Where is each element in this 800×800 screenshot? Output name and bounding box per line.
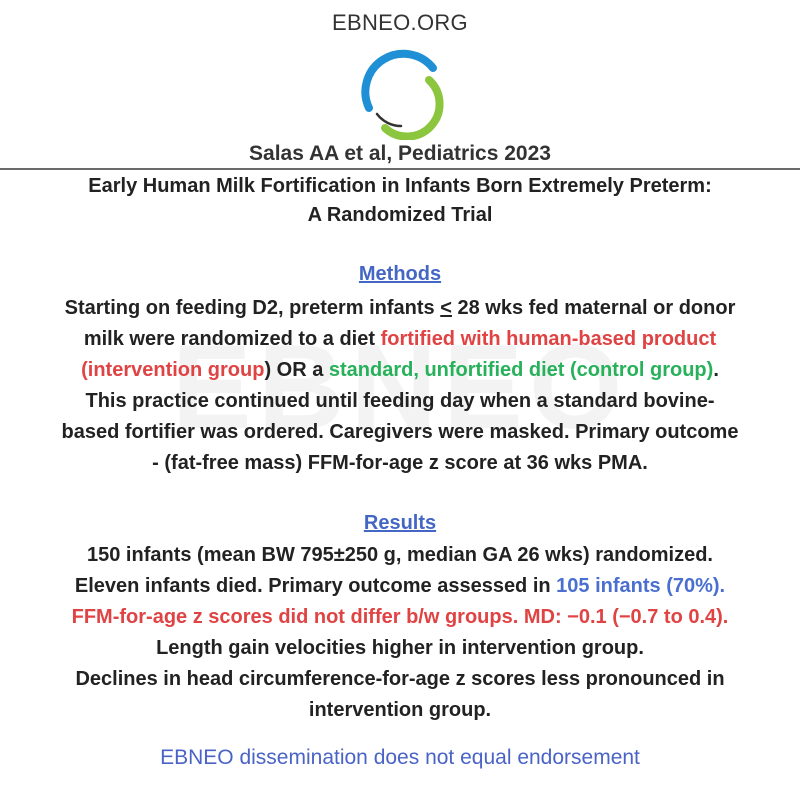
site-name: EBNEO.ORG bbox=[332, 10, 468, 35]
results-line-1: 150 infants (mean BW 795±250 g, median GA 26 wks) randomized. bbox=[87, 544, 713, 566]
title-line-1: Early Human Milk Fortification in Infants Born Extremely Preterm: bbox=[88, 175, 712, 197]
methods-text: ) OR a bbox=[264, 359, 329, 381]
disclaimer: EBNEO dissemination does not equal endorsement bbox=[160, 746, 640, 769]
ebneo-logo-icon bbox=[355, 48, 447, 140]
logo-blue-arc bbox=[365, 54, 433, 108]
methods-heading: Methods bbox=[358, 263, 442, 285]
methods-line-2 bbox=[0, 324, 800, 355]
methods-body bbox=[0, 293, 800, 479]
logo-green-arc bbox=[385, 80, 440, 137]
title-line-2: A Randomized Trial bbox=[307, 204, 493, 226]
results-line-3: FFM-for-age z scores did not differ b/w groups. MD: −0.1 (−0.7 to 0.4). bbox=[71, 606, 729, 628]
methods-text: Starting on feeding D2, preterm infants bbox=[64, 297, 441, 319]
less-equal-symbol: < bbox=[440, 297, 452, 319]
intervention-highlight: (intervention group bbox=[81, 359, 265, 381]
methods-text: . bbox=[713, 359, 719, 381]
results-line-4: Length gain velocities higher in intervention group. bbox=[156, 637, 644, 659]
control-highlight: standard, unfortified diet (control group) bbox=[328, 359, 714, 381]
results-heading: Results bbox=[363, 512, 437, 534]
intervention-highlight: fortified with human-based product bbox=[380, 328, 717, 350]
results-line-5: Declines in head circumference-for-age z scores less pronounced in bbox=[75, 668, 725, 690]
methods-line-6: - (fat-free mass) FFM-for-age z score at 36 wks PMA. bbox=[152, 452, 648, 474]
divider bbox=[0, 168, 800, 170]
methods-line-5: based fortifier was ordered. Caregivers were masked. Primary outcome bbox=[61, 421, 739, 443]
results-body bbox=[0, 540, 800, 726]
citation: Salas AA et al, Pediatrics 2023 bbox=[249, 142, 551, 165]
assessed-highlight: 105 infants (70%). bbox=[556, 575, 726, 597]
methods-text: 28 wks fed maternal or donor bbox=[451, 297, 736, 319]
methods-line-4: This practice continued until feeding day when a standard bovine- bbox=[85, 390, 715, 412]
methods-line-1 bbox=[0, 293, 800, 324]
results-line-6: intervention group. bbox=[308, 699, 492, 721]
results-text: Eleven infants died. Primary outcome assessed in bbox=[74, 575, 557, 597]
article-title bbox=[0, 172, 800, 230]
logo-gray-arc bbox=[377, 114, 401, 126]
results-line-2 bbox=[0, 571, 800, 602]
methods-text: milk were randomized to a diet bbox=[83, 328, 381, 350]
methods-line-3 bbox=[0, 355, 800, 386]
